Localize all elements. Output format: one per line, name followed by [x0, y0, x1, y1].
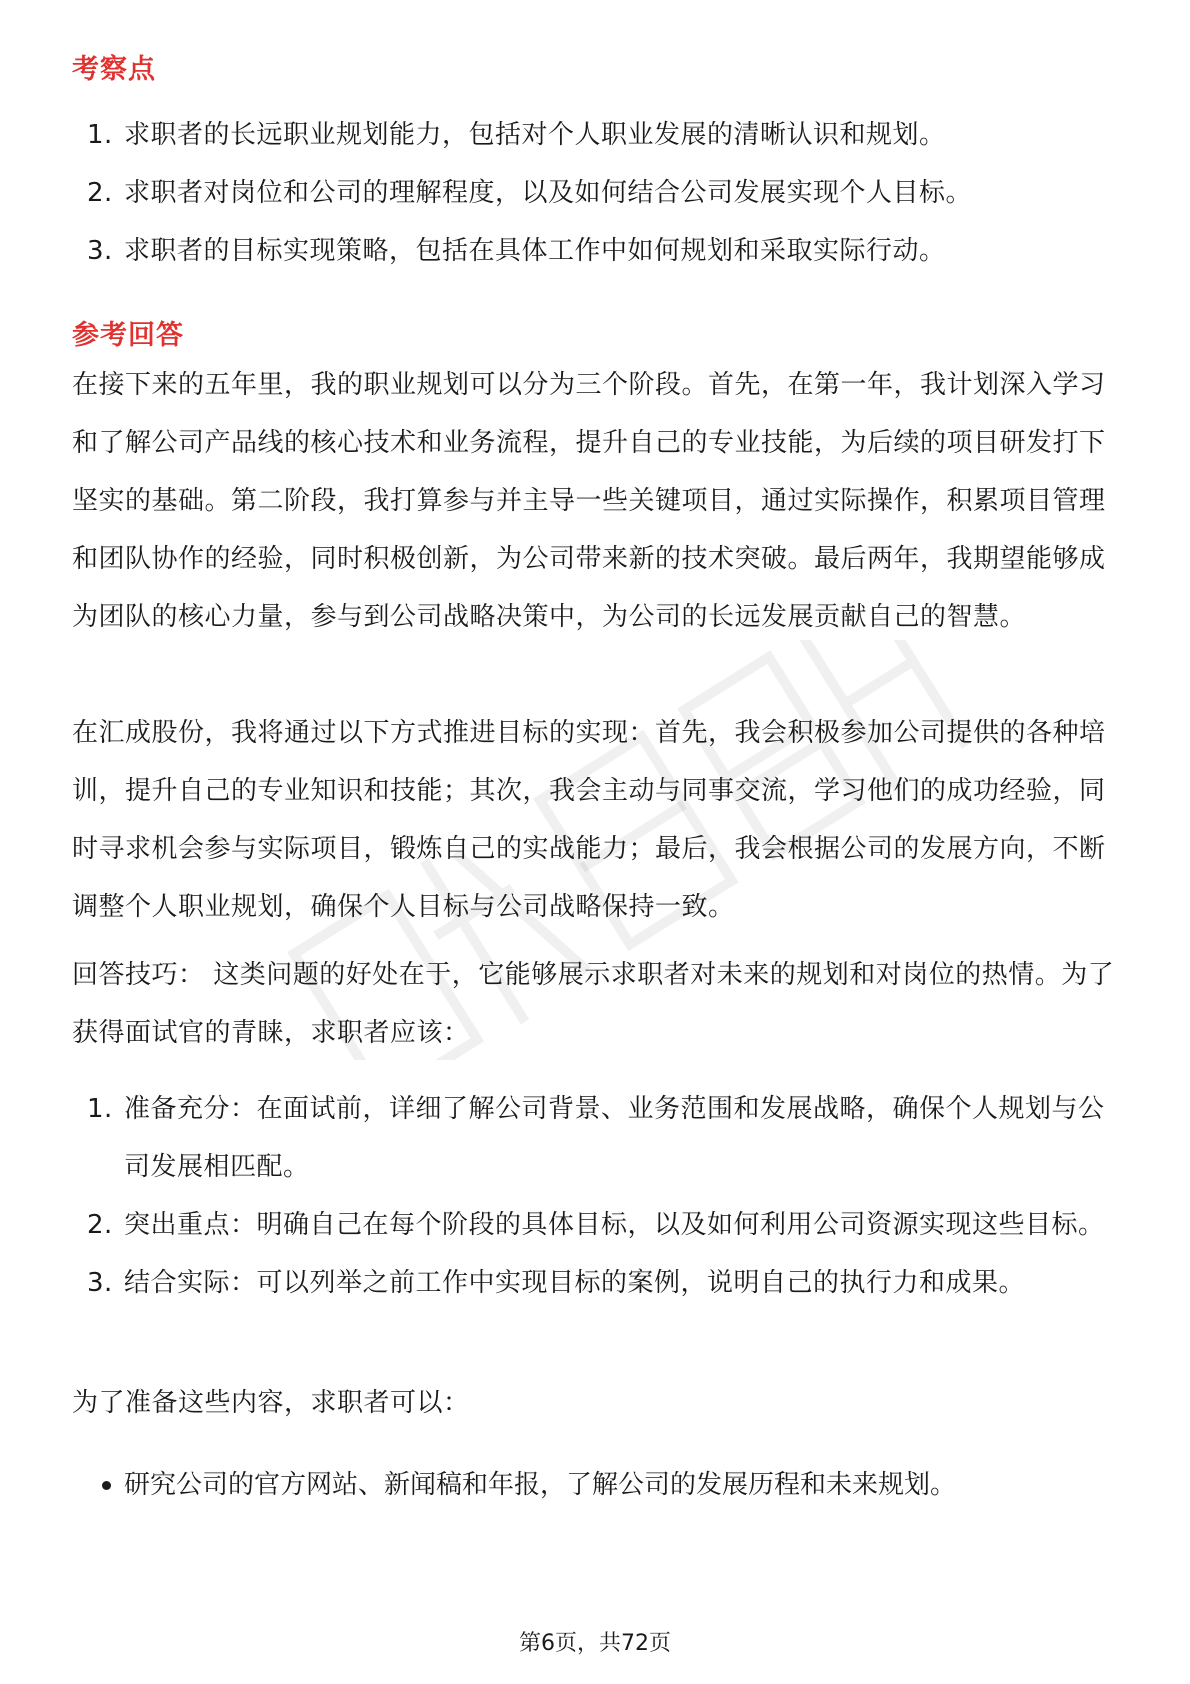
list-item-text: 求职者的目标实现策略，包括在具体工作中如何规划和采取实际行动。 — [124, 236, 946, 266]
tips-intro: 回答技巧： 这类问题的好处在于，它能够展示求职者对未来的规划和对岗位的热情。为了获得面试官的青睐，求职者应该： — [72, 960, 1115, 1048]
list-number: 2. — [87, 1210, 113, 1240]
bullet-icon — [102, 1481, 111, 1490]
list-item — [72, 164, 1118, 222]
list-item-text: 准备充分：在面试前，详细了解公司背景、业务范围和发展战略，确保个人规划与公司发展相匹配。 — [124, 1094, 1105, 1182]
list-number: 2. — [87, 178, 113, 208]
list-number: 1. — [87, 120, 113, 150]
prep-list — [72, 1456, 1118, 1514]
section-heading-reference-answer: 参考回答 — [72, 320, 184, 351]
list-item — [72, 1456, 1118, 1514]
answer-paragraph-2: 在汇成股份，我将通过以下方式推进目标的实现：首先，我会积极参加公司提供的各种培训，提升自己的专业知识和技能；其次，我会主动与同事交流，学习他们的成功经验，同时寻求机会参与实际项目，锻炼自己的实战能力；最后，我会根据公司的发展方向，不断调整个人职业规划，确保个人目标与公司战略保持一致。 — [72, 718, 1106, 922]
list-item-text: 结合实际：可以列举之前工作中实现目标的案例，说明自己的执行力和成果。 — [124, 1268, 1026, 1298]
list-number: 1. — [87, 1094, 113, 1124]
list-item-text: 求职者的长远职业规划能力，包括对个人职业发展的清晰认识和规划。 — [124, 120, 946, 150]
list-item-text: 研究公司的官方网站、新闻稿和年报，了解公司的发展历程和未来规划。 — [124, 1470, 957, 1500]
answer-paragraph-1: 在接下来的五年里，我的职业规划可以分为三个阶段。首先，在第一年，我计划深入学习和了解公司产品线的核心技术和业务流程，提升自己的专业技能，为后续的项目研发打下坚实的基础。第二阶段，我打算参与并主导一些关键项目，通过实际操作，积累项目管理和团队协作的经验，同时积极创新，为公司带来新的技术突破。最后两年，我期望能够成为团队的核心力量，参与到公司战略决策中，为公司的长远发展贡献自己的智慧。 — [72, 370, 1106, 632]
list-item — [72, 1196, 1118, 1254]
page-number: 第6页，共72页 — [519, 1631, 671, 1656]
list-item — [72, 222, 1118, 280]
list-number: 3. — [87, 236, 113, 266]
list-item-text: 求职者对岗位和公司的理解程度，以及如何结合公司发展实现个人目标。 — [124, 178, 973, 208]
list-item — [72, 1254, 1118, 1312]
list-item — [72, 106, 1118, 164]
list-item-text: 突出重点：明确自己在每个阶段的具体目标，以及如何利用公司资源实现这些目标。 — [124, 1210, 1105, 1240]
list-number: 3. — [87, 1268, 113, 1298]
list-item — [72, 1080, 1118, 1196]
section-heading-assessment: 考察点 — [72, 54, 156, 85]
assessment-list — [72, 106, 1118, 280]
tips-list — [72, 1080, 1118, 1312]
prep-intro: 为了准备这些内容，求职者可以： — [72, 1388, 470, 1418]
